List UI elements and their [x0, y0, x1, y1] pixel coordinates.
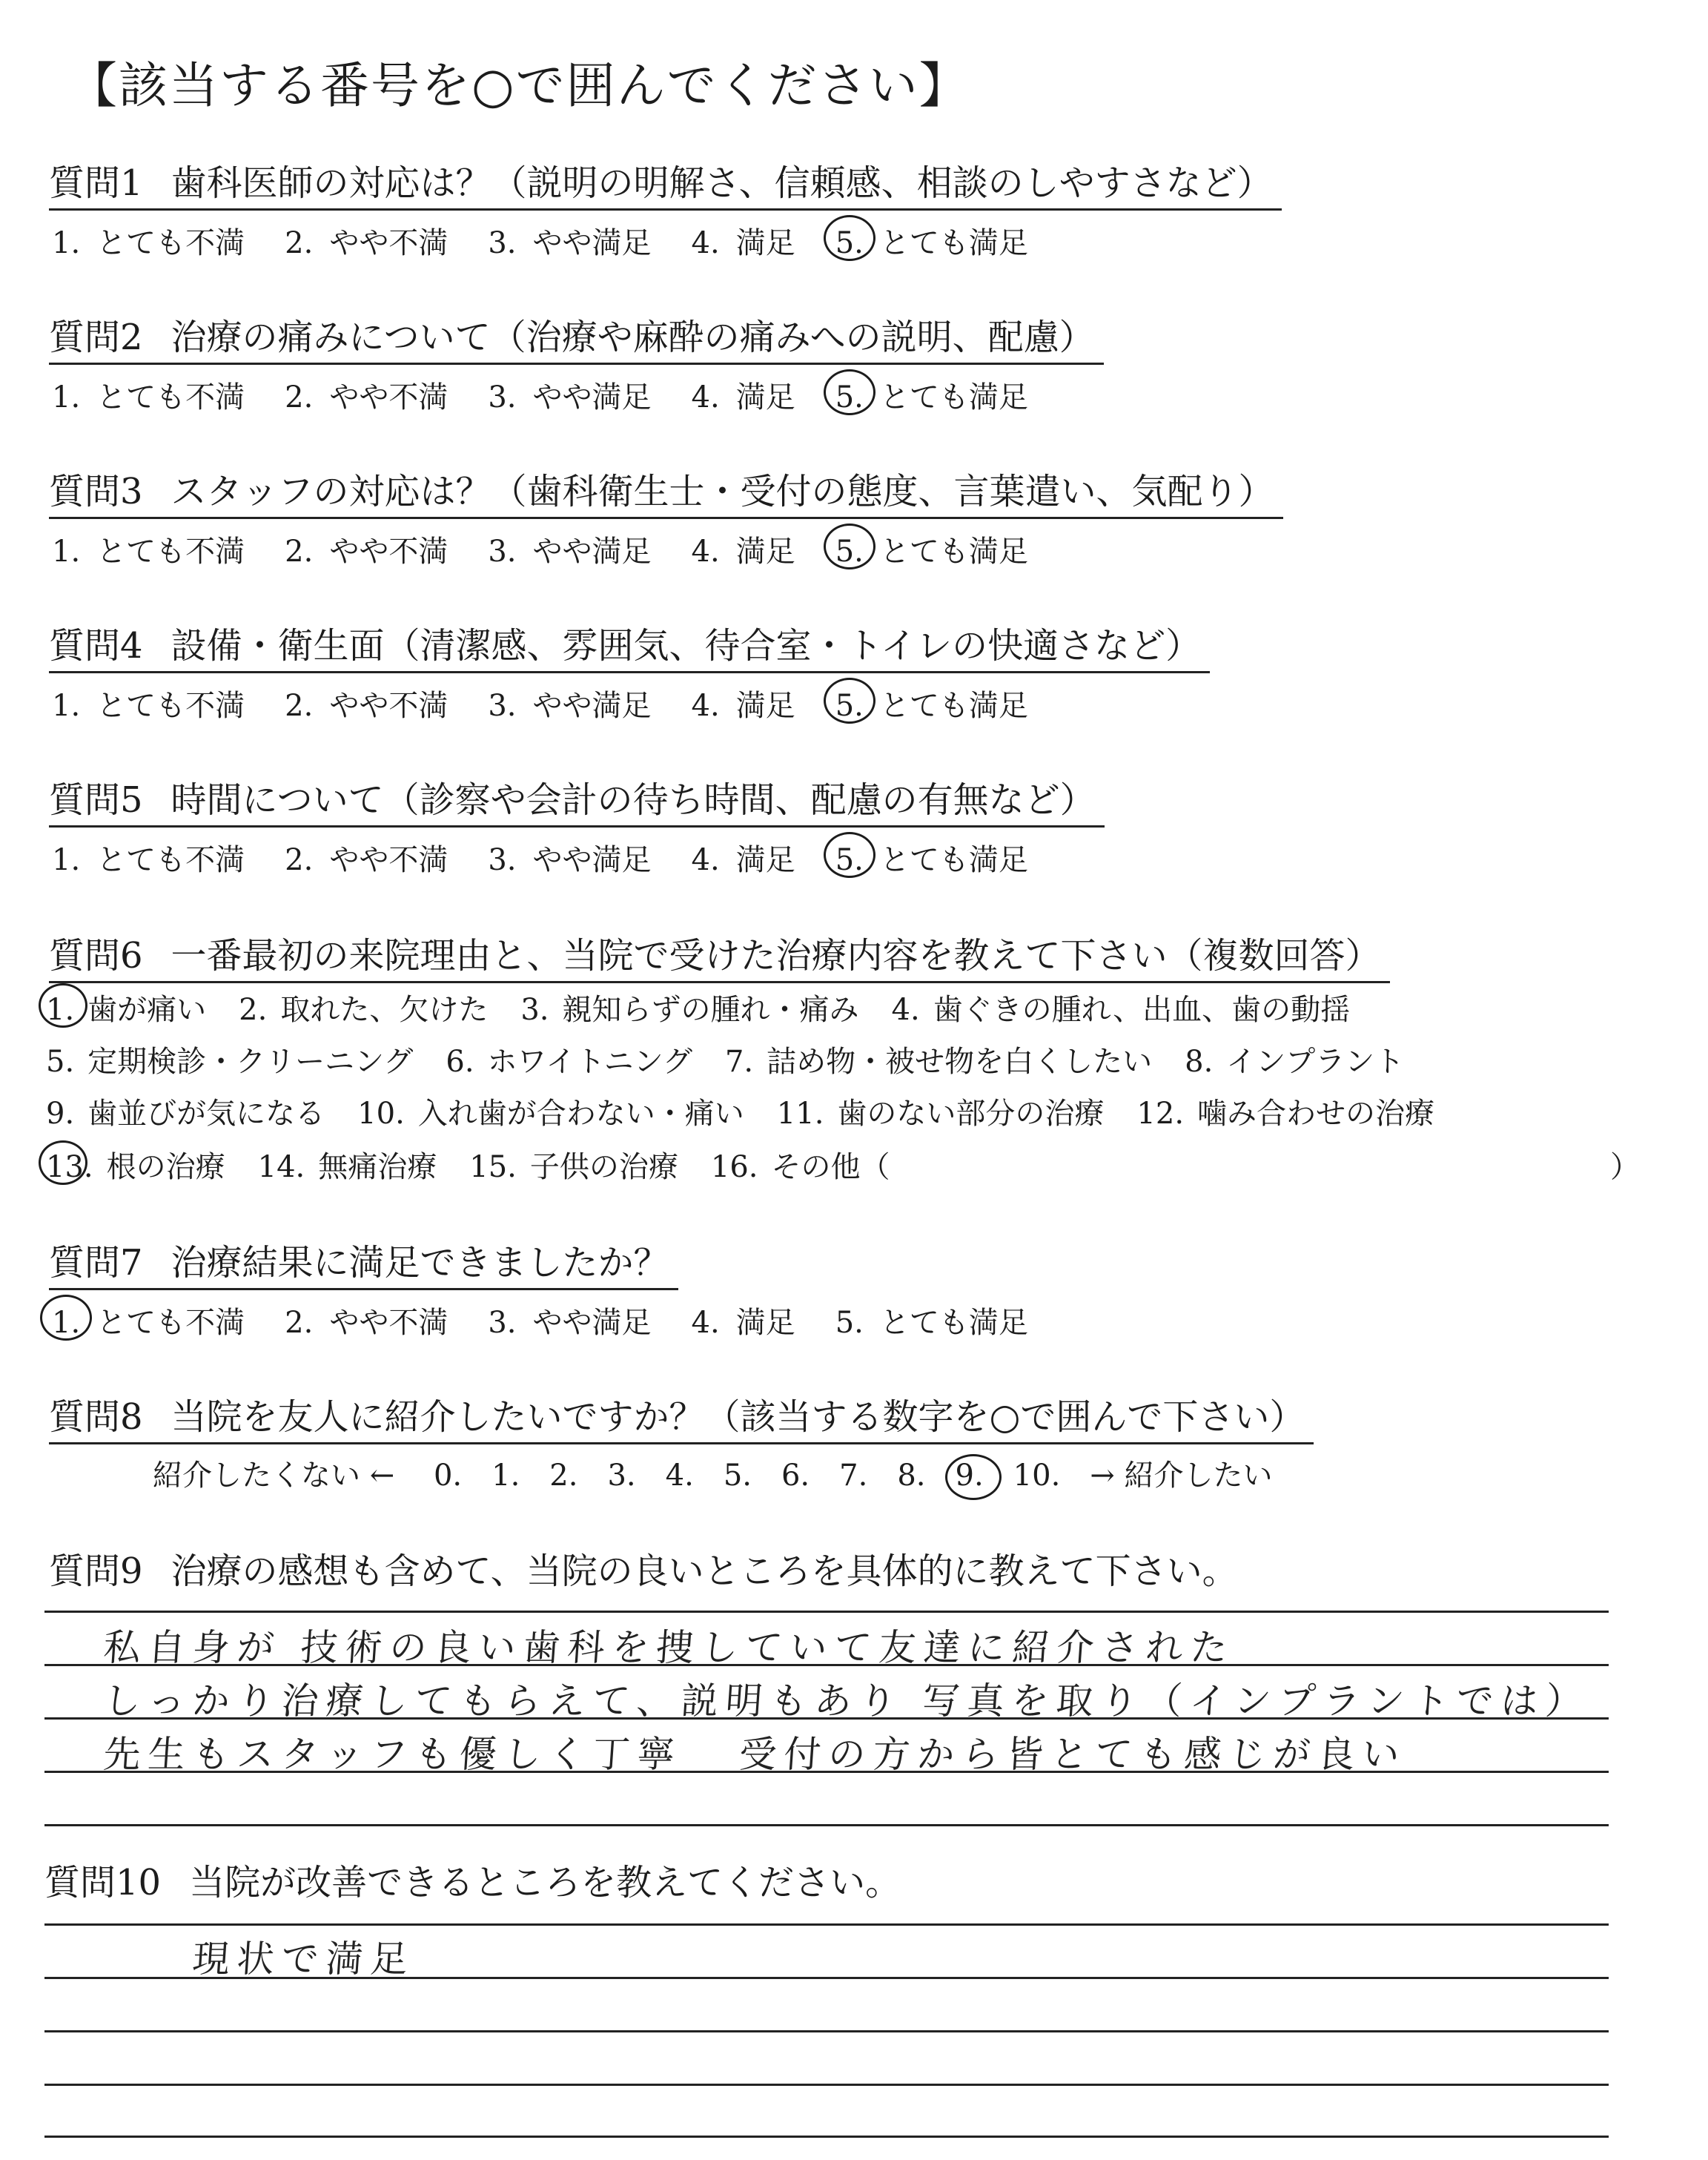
- option-number: 16.: [710, 1150, 758, 1184]
- option-number: 5.: [835, 843, 864, 877]
- option-label: やや不満: [329, 843, 448, 877]
- scale-option[interactable]: 9.: [955, 1459, 984, 1493]
- option-label: 満足: [735, 535, 795, 569]
- option-number: 11.: [776, 1097, 824, 1131]
- option-number: 4.: [691, 380, 720, 415]
- question-2-number: 質問2: [49, 317, 143, 358]
- q6-option[interactable]: [520, 986, 858, 1028]
- question-2-text: 治療の痛みについて（治療や麻酔の痛みへの説明、配慮）: [171, 317, 1095, 358]
- option-label: インプラント: [1226, 1045, 1405, 1079]
- question-10-heading: [44, 1854, 901, 1905]
- option-label: 噛み合わせの治療: [1197, 1097, 1435, 1131]
- question-3-text: スタッフの対応は？（歯科衛生士・受付の態度、言葉遣い、気配り）: [171, 471, 1274, 512]
- scale-option[interactable]: 10.: [1013, 1459, 1061, 1493]
- q6-option[interactable]: [258, 1143, 437, 1186]
- q6-option[interactable]: [1136, 1090, 1434, 1132]
- q6-option-row: [46, 1143, 923, 1186]
- question-1-heading: [49, 154, 1282, 211]
- option-number: 1.: [52, 1306, 81, 1340]
- option-label: 無痛治療: [318, 1150, 437, 1184]
- option-4[interactable]: [692, 836, 795, 879]
- option-number: 5.: [835, 226, 864, 260]
- q6-option-row: [46, 986, 1383, 1028]
- option-number: 8.: [1185, 1045, 1214, 1079]
- option-1[interactable]: [52, 374, 245, 416]
- option-label: 満足: [735, 689, 795, 723]
- q6-option[interactable]: [1185, 1038, 1404, 1080]
- scale-option[interactable]: 1.: [491, 1459, 520, 1493]
- q6-option[interactable]: [46, 1038, 413, 1080]
- q6-option[interactable]: [892, 986, 1351, 1028]
- option-1[interactable]: [52, 219, 245, 262]
- option-number: 5.: [835, 380, 864, 415]
- question-3-number: 質問3: [49, 471, 143, 512]
- answer-rule: [44, 2084, 1609, 2086]
- recommend-scale: [153, 1452, 1302, 1494]
- option-label: 歯並びが気になる: [87, 1097, 325, 1131]
- question-10-number: 質問10: [44, 1862, 162, 1903]
- q6-option[interactable]: [711, 1143, 890, 1186]
- option-number: 4.: [691, 1306, 720, 1340]
- question-3-options: [52, 528, 1068, 570]
- option-number: 1.: [52, 226, 81, 260]
- option-label: とても満足: [879, 1306, 1028, 1340]
- option-label: その他（: [771, 1150, 890, 1184]
- option-label: とても不満: [96, 535, 245, 569]
- option-3[interactable]: [488, 1299, 651, 1341]
- scale-option[interactable]: 7.: [839, 1459, 868, 1493]
- option-label: やや満足: [532, 1306, 652, 1340]
- question-4-options: [52, 682, 1068, 724]
- option-2[interactable]: [285, 836, 448, 879]
- other-close-paren: ）: [1610, 1150, 1640, 1184]
- option-5[interactable]: [835, 219, 1028, 262]
- option-label: とても不満: [96, 843, 245, 877]
- option-label: とても不満: [96, 689, 245, 723]
- q9-answer-line-3: 先生もスタッフも優しく丁寧 受付の方から皆とても感じが良い: [102, 1733, 1409, 1776]
- option-number: 2.: [285, 1306, 314, 1340]
- question-4-text: 設備・衛生面（清潔感、雰囲気、待合室・トイレの快適さなど）: [171, 625, 1202, 667]
- option-number: 4.: [691, 689, 720, 723]
- option-label: 満足: [735, 1306, 795, 1340]
- option-number: 2.: [285, 226, 314, 260]
- option-number: 3.: [488, 226, 517, 260]
- option-4[interactable]: [692, 682, 795, 724]
- question-1-text: 歯科医師の対応は？（説明の明解さ、信頼感、相談のしやすさなど）: [171, 162, 1273, 204]
- option-number: 1.: [52, 535, 81, 569]
- option-number: 5.: [835, 1306, 864, 1340]
- option-number: 4.: [691, 843, 720, 877]
- option-label: とても満足: [879, 535, 1028, 569]
- option-label: やや不満: [329, 380, 448, 415]
- option-number: 3.: [488, 380, 517, 415]
- option-number: 3.: [488, 1306, 517, 1340]
- option-1[interactable]: [52, 682, 245, 724]
- q6-option-row: [46, 1038, 1437, 1080]
- option-3[interactable]: [488, 528, 651, 570]
- option-number: 2.: [285, 843, 314, 877]
- option-number: 4.: [891, 993, 920, 1027]
- option-2[interactable]: [285, 219, 448, 262]
- option-label: 詰め物・被せ物を白くしたい: [767, 1045, 1153, 1079]
- option-3[interactable]: [488, 682, 651, 724]
- option-number: 2.: [239, 993, 268, 1027]
- option-number: 1.: [52, 380, 81, 415]
- scale-option[interactable]: 8.: [897, 1459, 926, 1493]
- scale-option[interactable]: 2.: [549, 1459, 578, 1493]
- option-number: 3.: [520, 993, 549, 1027]
- question-5-text: 時間について（診察や会計の待ち時間、配慮の有無など）: [171, 779, 1096, 821]
- question-10-text: 当院が改善できるところを教えてください。: [189, 1862, 901, 1903]
- option-number: 1.: [46, 993, 75, 1027]
- option-number: 10.: [357, 1097, 405, 1131]
- option-label: とても不満: [96, 380, 245, 415]
- option-1[interactable]: [52, 1299, 245, 1341]
- question-5-number: 質問5: [49, 779, 143, 821]
- question-7-number: 質問7: [49, 1242, 143, 1284]
- question-7-options: [52, 1299, 1068, 1341]
- answer-rule: [44, 1824, 1609, 1826]
- option-label: やや満足: [532, 843, 652, 877]
- question-7-heading: [49, 1234, 678, 1290]
- option-label: とても満足: [879, 226, 1028, 260]
- option-2[interactable]: [285, 528, 448, 570]
- option-2[interactable]: [285, 374, 448, 416]
- option-label: 満足: [735, 226, 795, 260]
- scale-option[interactable]: 3.: [607, 1459, 636, 1493]
- form-title: 【該当する番号を○で囲んでください】: [68, 57, 970, 114]
- answer-rule: [44, 1923, 1609, 1926]
- scale-option[interactable]: 4.: [665, 1459, 694, 1493]
- option-4[interactable]: [692, 374, 795, 416]
- question-3-heading: [49, 463, 1283, 519]
- option-number: 15.: [469, 1150, 517, 1184]
- q6-option[interactable]: [777, 1090, 1105, 1132]
- q6-option[interactable]: [446, 1038, 692, 1080]
- option-label: 根の治療: [106, 1150, 225, 1184]
- option-number: 1.: [52, 843, 81, 877]
- question-9-heading: [49, 1542, 1238, 1593]
- option-1[interactable]: [52, 528, 245, 570]
- option-number: 2.: [285, 689, 314, 723]
- option-5[interactable]: [835, 836, 1028, 879]
- question-8-text: 当院を友人に紹介したいですか？（該当する数字を○で囲んで下さい）: [171, 1396, 1305, 1438]
- option-number: 4.: [691, 226, 720, 260]
- option-label: 歯が痛い: [87, 993, 207, 1027]
- question-5-options: [52, 836, 1068, 879]
- scale-left-label: 紹介したくない ←: [153, 1459, 395, 1493]
- option-label: 歯のない部分の治療: [837, 1097, 1105, 1131]
- option-label: やや不満: [329, 226, 448, 260]
- option-number: 7.: [724, 1045, 754, 1079]
- option-3[interactable]: [488, 836, 651, 879]
- option-number: 4.: [691, 535, 720, 569]
- option-label: やや不満: [329, 1306, 448, 1340]
- option-label: とても不満: [96, 1306, 245, 1340]
- question-2-options: [52, 374, 1068, 416]
- q9-answer-line-1: 私自身が 技術の良い歯科を捜していて友達に紹介された: [102, 1626, 1237, 1669]
- q6-option[interactable]: [357, 1090, 744, 1132]
- q6-option[interactable]: [46, 986, 206, 1028]
- question-1-options: [52, 219, 1068, 262]
- option-3[interactable]: [488, 374, 651, 416]
- option-label: 子供の治療: [529, 1150, 678, 1184]
- option-label: 入れ歯が合わない・痛い: [417, 1097, 744, 1131]
- option-5[interactable]: [835, 682, 1028, 724]
- option-number: 6.: [446, 1045, 474, 1079]
- question-7-text: 治療結果に満足できましたか？: [171, 1242, 669, 1284]
- option-label: 満足: [735, 843, 795, 877]
- option-number: 2.: [285, 535, 314, 569]
- q6-option[interactable]: [46, 1090, 325, 1132]
- option-4[interactable]: [692, 528, 795, 570]
- question-9-text: 治療の感想も含めて、当院の良いところを具体的に教えて下さい。: [171, 1550, 1238, 1592]
- option-5[interactable]: [835, 1299, 1028, 1341]
- q6-option[interactable]: [725, 1038, 1152, 1080]
- option-4[interactable]: [692, 219, 795, 262]
- answer-rule: [44, 2136, 1609, 2138]
- question-2-heading: [49, 308, 1104, 365]
- question-8-heading: [49, 1388, 1314, 1444]
- question-6-text: 一番最初の来院理由と、当院で受けた治療内容を教えて下さい（複数回答）: [171, 935, 1381, 977]
- option-label: 取れた、欠けた: [280, 993, 489, 1027]
- option-number: 3.: [488, 535, 517, 569]
- option-label: やや不満: [329, 535, 448, 569]
- option-number: 5.: [835, 535, 864, 569]
- option-label: 満足: [735, 380, 795, 415]
- scale-right-label: → 紹介したい: [1090, 1459, 1273, 1493]
- question-4-heading: [49, 617, 1210, 673]
- option-2[interactable]: [285, 682, 448, 724]
- question-5-heading: [49, 771, 1105, 828]
- q6-option[interactable]: [46, 1143, 225, 1186]
- option-label: 定期検診・クリーニング: [87, 1045, 414, 1079]
- option-label: やや満足: [532, 535, 652, 569]
- answer-rule: [44, 1611, 1609, 1613]
- question-1-number: 質問1: [49, 162, 143, 204]
- option-number: 5.: [835, 689, 864, 723]
- option-label: とても満足: [879, 380, 1028, 415]
- option-label: やや満足: [532, 380, 652, 415]
- question-6-heading: [49, 927, 1390, 983]
- q10-answer-line-1: 現状で満足: [191, 1938, 417, 1981]
- option-1[interactable]: [52, 836, 245, 879]
- option-number: 3.: [488, 689, 517, 723]
- q6-option[interactable]: [469, 1143, 678, 1186]
- option-5[interactable]: [835, 374, 1028, 416]
- question-6-number: 質問6: [49, 935, 143, 977]
- option-2[interactable]: [285, 1299, 448, 1341]
- option-number: 12.: [1136, 1097, 1185, 1131]
- option-number: 9.: [46, 1097, 75, 1131]
- option-5[interactable]: [835, 528, 1028, 570]
- answer-rule: [44, 2030, 1609, 2032]
- option-number: 5.: [46, 1045, 75, 1079]
- option-label: 親知らずの腫れ・痛み: [562, 993, 859, 1027]
- question-8-number: 質問8: [49, 1396, 143, 1438]
- option-label: やや満足: [532, 689, 652, 723]
- question-4-number: 質問4: [49, 625, 143, 667]
- option-number: 1.: [52, 689, 81, 723]
- option-number: 14.: [257, 1150, 305, 1184]
- option-4[interactable]: [692, 1299, 795, 1341]
- option-number: 13.: [46, 1150, 93, 1184]
- option-number: 3.: [488, 843, 517, 877]
- option-label: とても満足: [879, 843, 1028, 877]
- scale-option[interactable]: 5.: [723, 1459, 752, 1493]
- question-9-number: 質問9: [49, 1550, 143, 1592]
- scale-option[interactable]: 0.: [433, 1459, 463, 1493]
- option-label: やや満足: [532, 226, 652, 260]
- option-label: ホワイトニング: [487, 1045, 692, 1079]
- option-label: とても不満: [96, 226, 245, 260]
- option-3[interactable]: [488, 219, 651, 262]
- scale-option[interactable]: 6.: [781, 1459, 810, 1493]
- q6-option[interactable]: [239, 986, 488, 1028]
- option-label: とても満足: [879, 689, 1028, 723]
- q6-option-row: [46, 1090, 1467, 1132]
- option-label: やや不満: [329, 689, 448, 723]
- q9-answer-line-2: しっかり治療してもらえて、説明もあり 写真を取り（インプラントでは）: [102, 1680, 1592, 1723]
- option-number: 2.: [285, 380, 314, 415]
- option-label: 歯ぐきの腫れ、出血、歯の動揺: [933, 993, 1351, 1027]
